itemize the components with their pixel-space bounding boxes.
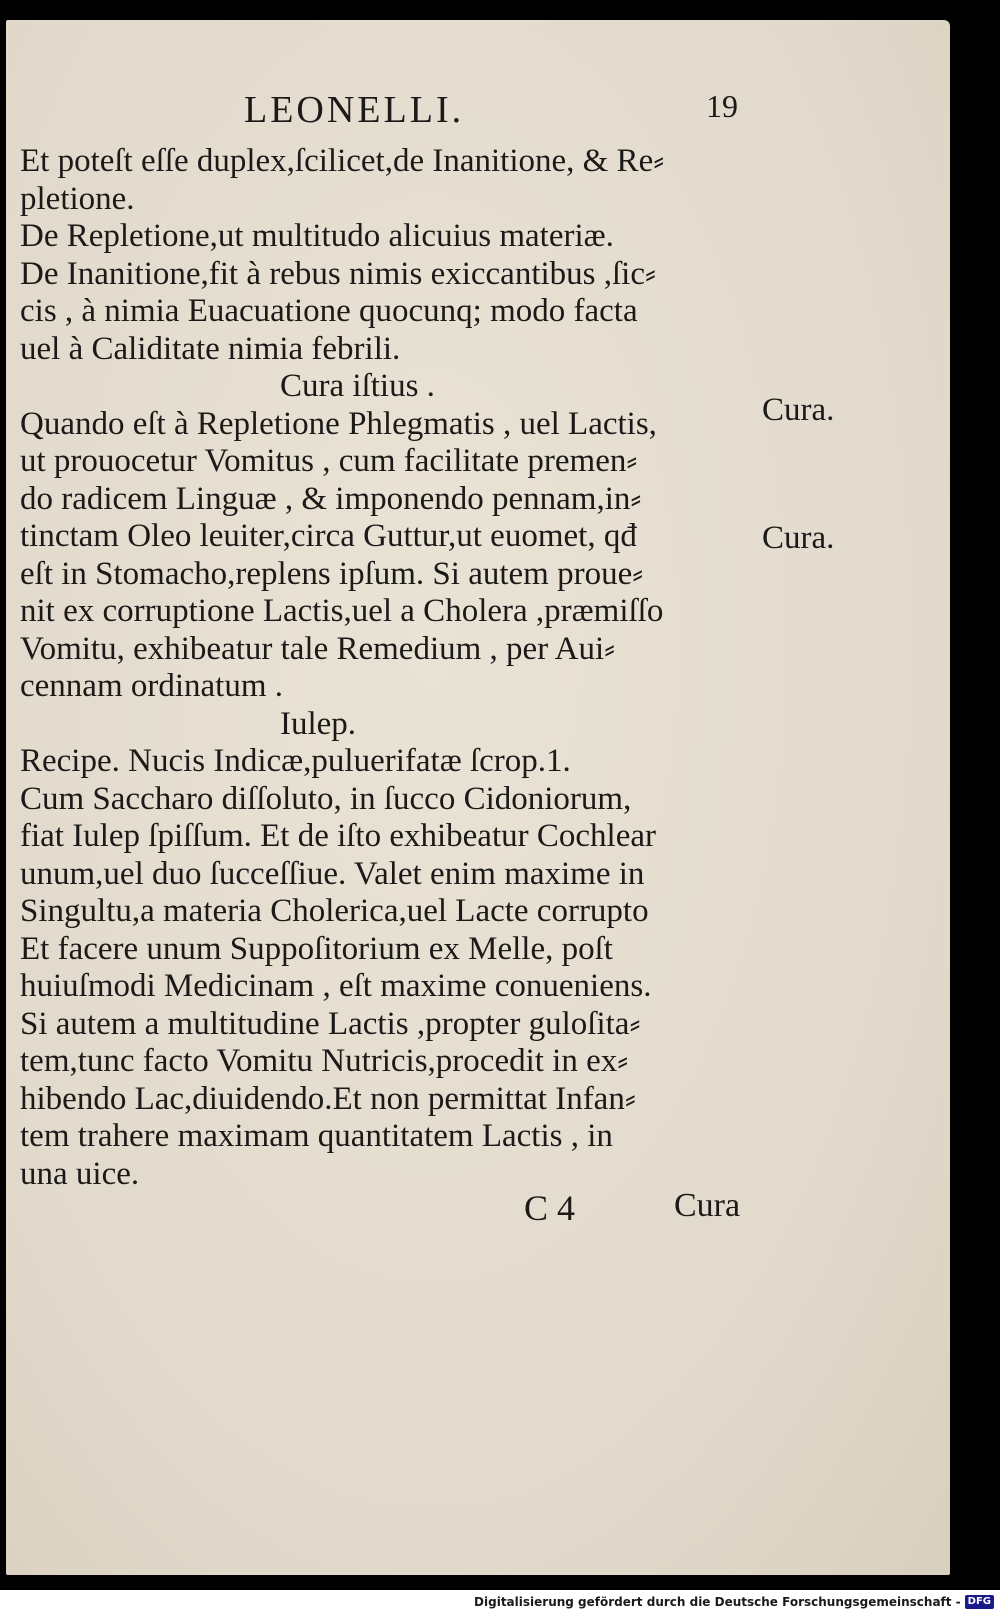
text-line: Iulep. [280,705,357,742]
text-line: pletione. [20,180,135,217]
body-text [20,143,760,1193]
catchword: Cura [674,1187,741,1224]
page-number: 19 [706,88,738,124]
text-line: Quando eſt à Repletione Phlegmatis , uel Lactis, [20,405,657,442]
text-line: De Repletione,ut multitudo alicuius materiæ. [20,218,614,254]
text-line: uel à Caliditate nimia febrili. [20,330,401,367]
text-line: tinctam Oleo leuiter,circa Guttur,ut euomet, qđ [20,518,637,554]
margin-note: Cura. [762,520,835,556]
running-head: LEONELLI. [244,89,465,131]
signature-mark: C 4 [524,1188,576,1228]
dfg-logo: DFG [965,1595,994,1609]
page-footer [6,1187,950,1227]
text-line: ut prouocetur Vomitus , cum facilitate premen⸗ [20,443,638,479]
text-line: cis , à nimia Euacuatione quocunq; modo facta [20,293,638,329]
text-line: tem,tunc facto Vomitu Nutricis,procedit in ex⸗ [20,1043,629,1079]
text-line: do radicem Linguæ , & imponendo pennam,in⸗ [20,480,642,517]
text-line: Si autem a multitudine Lactis ,propter guloſita⸗ [20,1005,641,1042]
credit-text: Digitalisierung gefördert durch die Deutsche Forschungsgemeinschaft - [474,1595,961,1609]
text-line: De Inanitione,fit à rebus nimis exiccantibus ,ſic⸗ [20,255,656,292]
text-line: Recipe. Nucis Indicæ,puluerifatæ ſcrop.1. [20,743,571,779]
page-header [6,88,950,138]
text-line: eſt in Stomacho,replens ipſum. Si autem proue⸗ [20,555,644,592]
text-line: unum,uel duo ſucceſſiue. Valet enim maxime in [20,855,645,892]
text-line: Et poteſt eſſe duplex,ſcilicet,de Inanitione, & Re⸗ [20,143,665,179]
text-line: tem trahere maximam quantitatem Lactis , in [20,1118,613,1154]
text-line: cennam ordinatum . [20,668,284,704]
text-line: hibendo Lac,diuidendo.Et non permittat Infan⸗ [20,1080,636,1117]
text-line: Cum Saccharo diſſoluto, in ſucco Cidoniorum, [20,780,632,817]
text-line: nit ex corruptione Lactis,uel a Cholera ,præmiſſo [20,593,664,629]
text-line: Singultu,a materia Cholerica,uel Lacte corrupto [20,893,649,929]
book-page [6,20,950,1575]
text-line: Vomitu, exhibeatur tale Remedium , per Aui⸗ [20,630,616,667]
margin-note: Cura. [762,392,835,428]
text-line: fiat Iulep ſpiſſum. Et de iſto exhibeatur Cochlear [20,818,656,854]
text-line: Et facere unum Suppoſitorium ex Melle, poſt [20,930,613,967]
text-line: huiuſmodi Medicinam , eſt maxime conueniens. [20,968,652,1004]
text-line: una uice. [20,1155,140,1192]
digitization-credit [474,1592,994,1612]
text-line: Cura iſtius . [280,368,435,404]
